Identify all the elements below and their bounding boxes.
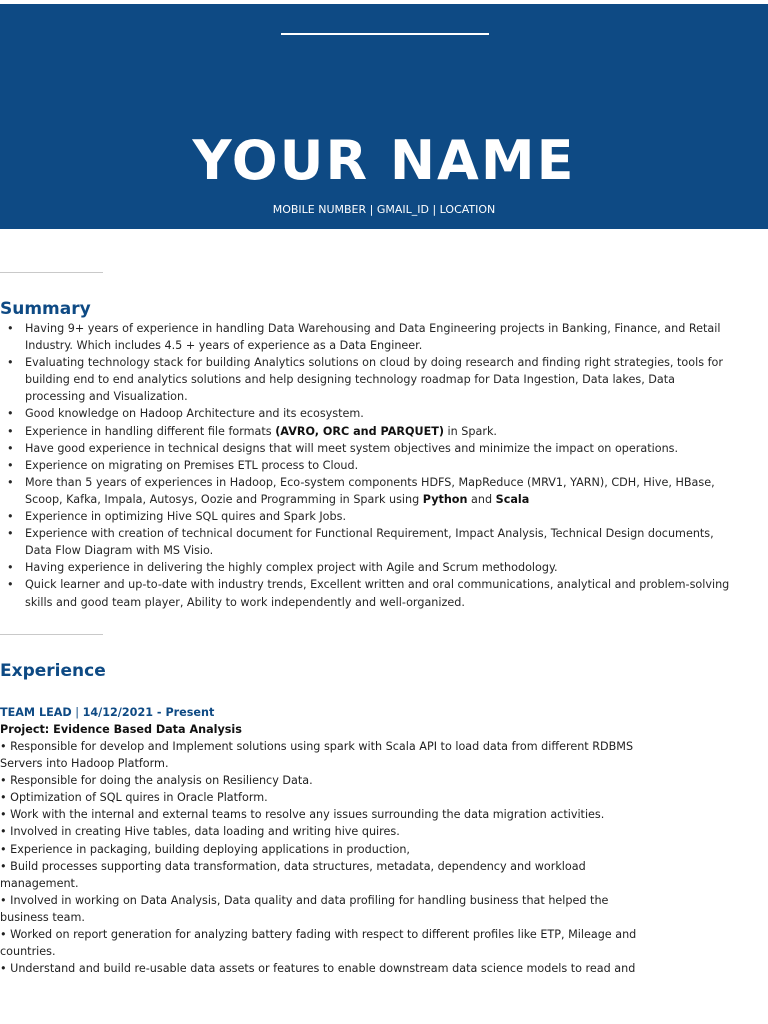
experience-divider [0, 634, 103, 635]
summary-text: Having 9+ years of experience in handling Data Warehousing and Data Engineering projects in Banking, Finance, and Retail Industry. Which includes 4.5 + years of experience as a Data Engineer. [25, 322, 721, 353]
job-dates: 14/12/2021 - Present [82, 706, 215, 719]
header-divider [281, 33, 489, 35]
candidate-name: YOUR NAME [192, 129, 576, 192]
summary-item [25, 559, 737, 576]
summary-item [25, 405, 737, 422]
responsibility-item: • Optimization of SQL quires in Oracle Platform. [0, 791, 268, 805]
responsibility-item: • Work with the internal and external teams to resolve any issues surrounding the data migration activities. [0, 808, 605, 822]
summary-item [25, 354, 737, 405]
responsibility-item: • Worked on report generation for analyzing battery fading with respect to different profiles like ETP, Mileage and countries. [0, 928, 637, 959]
responsibilities-list [0, 738, 655, 977]
summary-heading: Summary [0, 299, 91, 319]
contact-line: MOBILE NUMBER | GMAIL_ID | LOCATION [272, 203, 496, 216]
summary-text: Experience in optimizing Hive SQL quires and Spark Jobs. [25, 510, 347, 524]
summary-item [25, 320, 737, 354]
resume-header [0, 4, 768, 229]
summary-item [25, 423, 737, 440]
job-role: TEAM LEAD [0, 706, 72, 719]
summary-text: Quick learner and up-to-date with industry trends, Excellent written and oral communications, analytical and problem-solving skills and good team player, Ability to work independently and well-organized. [25, 578, 730, 609]
responsibility-item: • Involved in working on Data Analysis, Data quality and data profiling for handling business that helped the business team. [0, 893, 609, 924]
summary-text: Evaluating technology stack for building Analytics solutions on cloud by doing research and finding right strategies, tools for building end to end analytics solutions and help designing technology roadmap for Data Ingestion, Data lakes, Data processing and Visualization. [25, 356, 723, 404]
responsibility-item: • Involved in creating Hive tables, data loading and writing hive quires. [0, 825, 400, 839]
summary-text: Having experience in delivering the highly complex project with Agile and Scrum methodology. [25, 561, 558, 575]
summary-item [25, 457, 737, 474]
job-separator: | [71, 706, 83, 719]
summary-text: Experience in handling different file formats [25, 424, 276, 438]
project-title: Project: Evidence Based Data Analysis [0, 723, 242, 736]
summary-text: Experience on migrating on Premises ETL process to Cloud. [25, 458, 359, 472]
responsibility-item: • Build processes supporting data transformation, data structures, metadata, dependency and workload management. [0, 859, 586, 890]
summary-item [25, 440, 737, 457]
summary-text: in Spark. [443, 424, 497, 438]
responsibility-item: • Responsible for doing the analysis on Resiliency Data. [0, 774, 313, 788]
summary-item [25, 474, 737, 508]
responsibility-item: • Responsible for develop and Implement solutions using spark with Scala API to load data from different RDBMS Servers into Hadoop Platform. [0, 740, 634, 771]
summary-text: More than 5 years of experiences in Hadoop, Eco-system components HDFS, MapReduce (MRV1, YARN), CDH, Hive, HBase, Scoop, Kafka, Impala, Autosys, Oozie and Programming in Spark using [25, 475, 715, 506]
summary-emphasis: Python [422, 492, 468, 506]
summary-item [25, 525, 737, 559]
summary-item [25, 508, 737, 525]
summary-item [25, 576, 737, 610]
summary-emphasis: Scala [495, 492, 530, 506]
summary-text: Have good experience in technical designs that will meet system objectives and minimize the impact on operations. [25, 441, 679, 455]
responsibility-item: • Understand and build re-usable data assets or features to enable downstream data science models to read and [0, 962, 636, 976]
summary-divider [0, 272, 103, 273]
responsibility-item: • Experience in packaging, building deploying applications in production, [0, 842, 410, 856]
summary-text: Experience with creation of technical document for Functional Requirement, Impact Analysis, Technical Design documents, Data Flow Diagram with MS Visio. [25, 527, 714, 558]
summary-list [0, 320, 737, 611]
experience-heading: Experience [0, 661, 106, 681]
job-title-line [0, 704, 214, 721]
summary-text: Good knowledge on Hadoop Architecture and its ecosystem. [25, 407, 364, 421]
summary-emphasis: (AVRO, ORC and PARQUET) [275, 424, 444, 438]
summary-text: and [467, 492, 496, 506]
